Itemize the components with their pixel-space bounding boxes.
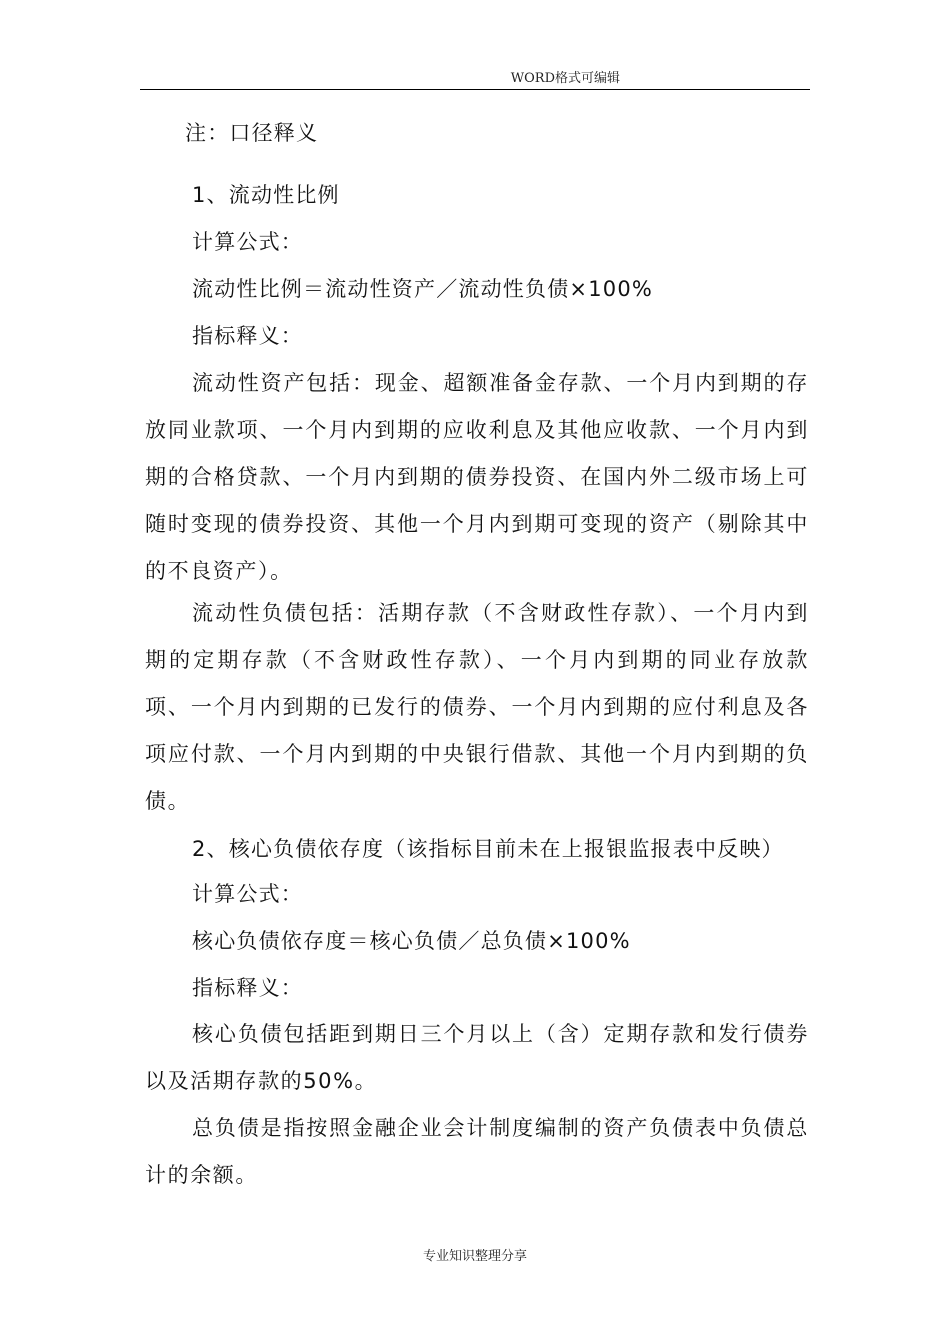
header-text: WORD格式可编辑 bbox=[510, 71, 620, 86]
section1-formula: 流动性比例＝流动性资产／流动性负债×100% bbox=[192, 277, 654, 301]
section2-definition-label: 指标释义： bbox=[192, 976, 303, 1000]
page-header bbox=[140, 70, 810, 90]
section2-formula: 核心负债依存度＝核心负债／总负债×100% bbox=[192, 929, 631, 953]
liquid-assets-paragraph: 流动性资产包括：现金、超额准备金存款、一个月内到期的存放同业款项、一个月内到期的应收利息及其他应收款、一个月内到期的合格贷款、一个月内到期的债券投资、在国内外二级市场上可随时变现的债券投资、其他一个月内到期可变现的资产（剔除其中的不良资产）。 bbox=[145, 371, 809, 583]
core-liabilities-paragraph: 核心负债包括距到期日三个月以上（含）定期存款和发行债券以及活期存款的50%。 bbox=[145, 1022, 809, 1093]
section2-formula-label: 计算公式： bbox=[192, 882, 303, 906]
section1-formula-label: 计算公式： bbox=[192, 230, 303, 254]
section2-heading: 2、核心负债依存度（该指标目前未在上报银监报表中反映） bbox=[192, 837, 784, 861]
total-liabilities-paragraph: 总负债是指按照金融企业会计制度编制的资产负债表中负债总计的余额。 bbox=[145, 1116, 809, 1187]
note-title: 注：口径释义 bbox=[185, 121, 319, 145]
liquid-liabilities-paragraph: 流动性负债包括：活期存款（不含财政性存款）、一个月内到期的定期存款（不含财政性存款）、一个月内到期的同业存放款项、一个月内到期的已发行的债券、一个月内到期的应付利息及各项应付款、一个月内到期的中央银行借款、其他一个月内到期的负债。 bbox=[145, 601, 809, 813]
section1-heading: 1、流动性比例 bbox=[192, 183, 340, 207]
section1-definition-label: 指标释义： bbox=[192, 324, 303, 348]
page-footer: 专业知识整理分享 bbox=[422, 1249, 527, 1264]
